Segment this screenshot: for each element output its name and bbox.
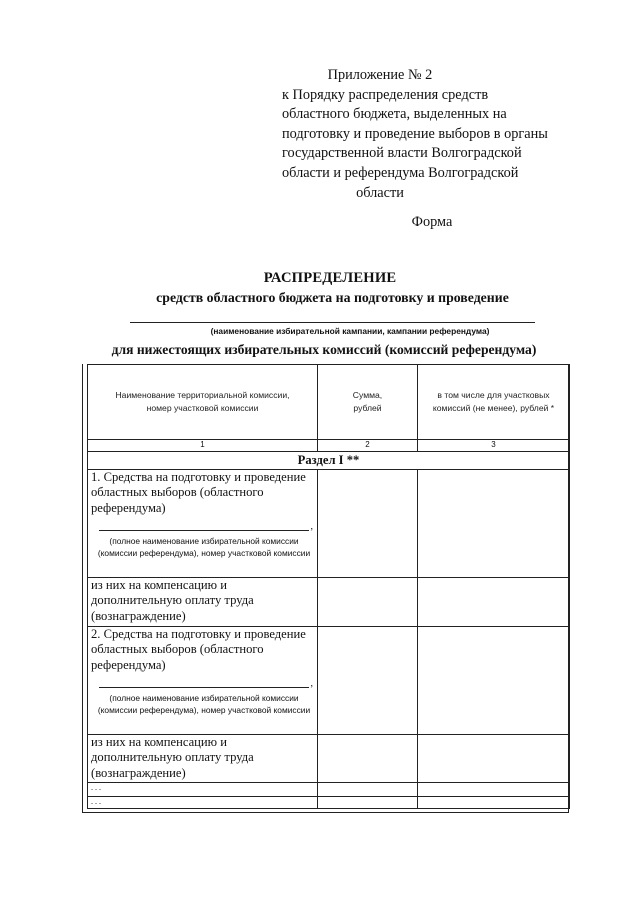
row-cell-precinct bbox=[418, 627, 570, 735]
column-number: 1 bbox=[88, 440, 318, 452]
row-cell-sum bbox=[318, 470, 418, 578]
campaign-note: (наименование избирательной кампании, кампании референдума) bbox=[210, 326, 490, 336]
annex-line: подготовку и проведение выборов в органы bbox=[282, 125, 548, 142]
document-subtitle: средств областного бюджета на подготовку и проведение bbox=[156, 290, 509, 305]
row-cell-sum bbox=[318, 783, 418, 797]
row-text: 1. Средства на подготовку и проведение областных выборов (областного референдума) bbox=[91, 470, 306, 515]
row-cell-precinct bbox=[418, 578, 570, 627]
ellipsis-text: . . . bbox=[88, 797, 318, 809]
document-title: РАСПРЕДЕЛЕНИЕ bbox=[263, 270, 397, 286]
fill-in-line bbox=[99, 678, 313, 690]
row-cell-precinct bbox=[418, 470, 570, 578]
annex-line: области и референдума Волгоградской bbox=[282, 164, 519, 181]
section-row bbox=[88, 452, 570, 470]
row-cell-name bbox=[88, 470, 318, 578]
table-row bbox=[88, 735, 570, 783]
header-name: Наименование территориальной комиссии, номер участковой комиссии bbox=[88, 365, 318, 440]
row-cell-precinct bbox=[418, 783, 570, 797]
row-cell-precinct bbox=[418, 797, 570, 809]
ellipsis-row bbox=[88, 783, 570, 797]
section-title: Раздел I ** bbox=[88, 452, 570, 470]
row-cell-sum bbox=[318, 578, 418, 627]
ellipsis-text: . . . bbox=[88, 783, 318, 797]
distribution-table bbox=[87, 364, 570, 809]
row-cell-name: из них на компенсацию и дополнительную оплату труда (вознаграждение) bbox=[88, 735, 318, 783]
row-cell-precinct bbox=[418, 735, 570, 783]
annex-line: государственной власти Волгоградской bbox=[282, 145, 522, 162]
annex-line: к Порядку распределения средств bbox=[282, 86, 489, 103]
column-number-row bbox=[88, 440, 570, 452]
table-row bbox=[88, 627, 570, 735]
row-cell-sum bbox=[318, 797, 418, 809]
ellipsis-row bbox=[88, 797, 570, 809]
annex-line: Приложение № 2 bbox=[327, 67, 433, 83]
header-row bbox=[88, 365, 570, 440]
row-cell-sum bbox=[318, 627, 418, 735]
form-label: Форма bbox=[411, 214, 453, 230]
campaign-blank-line bbox=[130, 322, 535, 323]
table-row bbox=[88, 470, 570, 578]
header-sum: Сумма, рублей bbox=[318, 365, 418, 440]
fill-in-note: (полное наименование избирательной комиссии (комиссии референдума), номер участковой комиссии bbox=[97, 693, 311, 716]
commissions-line: для нижестоящих избирательных комиссий (комиссий референдума) bbox=[111, 342, 537, 357]
fill-in-note: (полное наименование избирательной комиссии (комиссии референдума), номер участковой комиссии bbox=[97, 536, 311, 559]
table-row bbox=[88, 578, 570, 627]
row-text: 2. Средства на подготовку и проведение областных выборов (областного референдума) bbox=[91, 627, 306, 672]
header-precinct: в том числе для участковых комиссий (не менее), рублей * bbox=[418, 365, 570, 440]
row-cell-name bbox=[88, 627, 318, 735]
row-cell-sum bbox=[318, 735, 418, 783]
annex-line: области bbox=[356, 184, 404, 201]
fill-suffix: , bbox=[310, 678, 313, 690]
fill-in-line bbox=[99, 521, 313, 533]
column-number: 2 bbox=[318, 440, 418, 452]
annex-line: областного бюджета, выделенных на bbox=[282, 106, 507, 123]
annex-block bbox=[282, 66, 548, 203]
fill-suffix: , bbox=[310, 521, 313, 533]
column-number: 3 bbox=[418, 440, 570, 452]
row-cell-name: из них на компенсацию и дополнительную оплату труда (вознаграждение) bbox=[88, 578, 318, 627]
